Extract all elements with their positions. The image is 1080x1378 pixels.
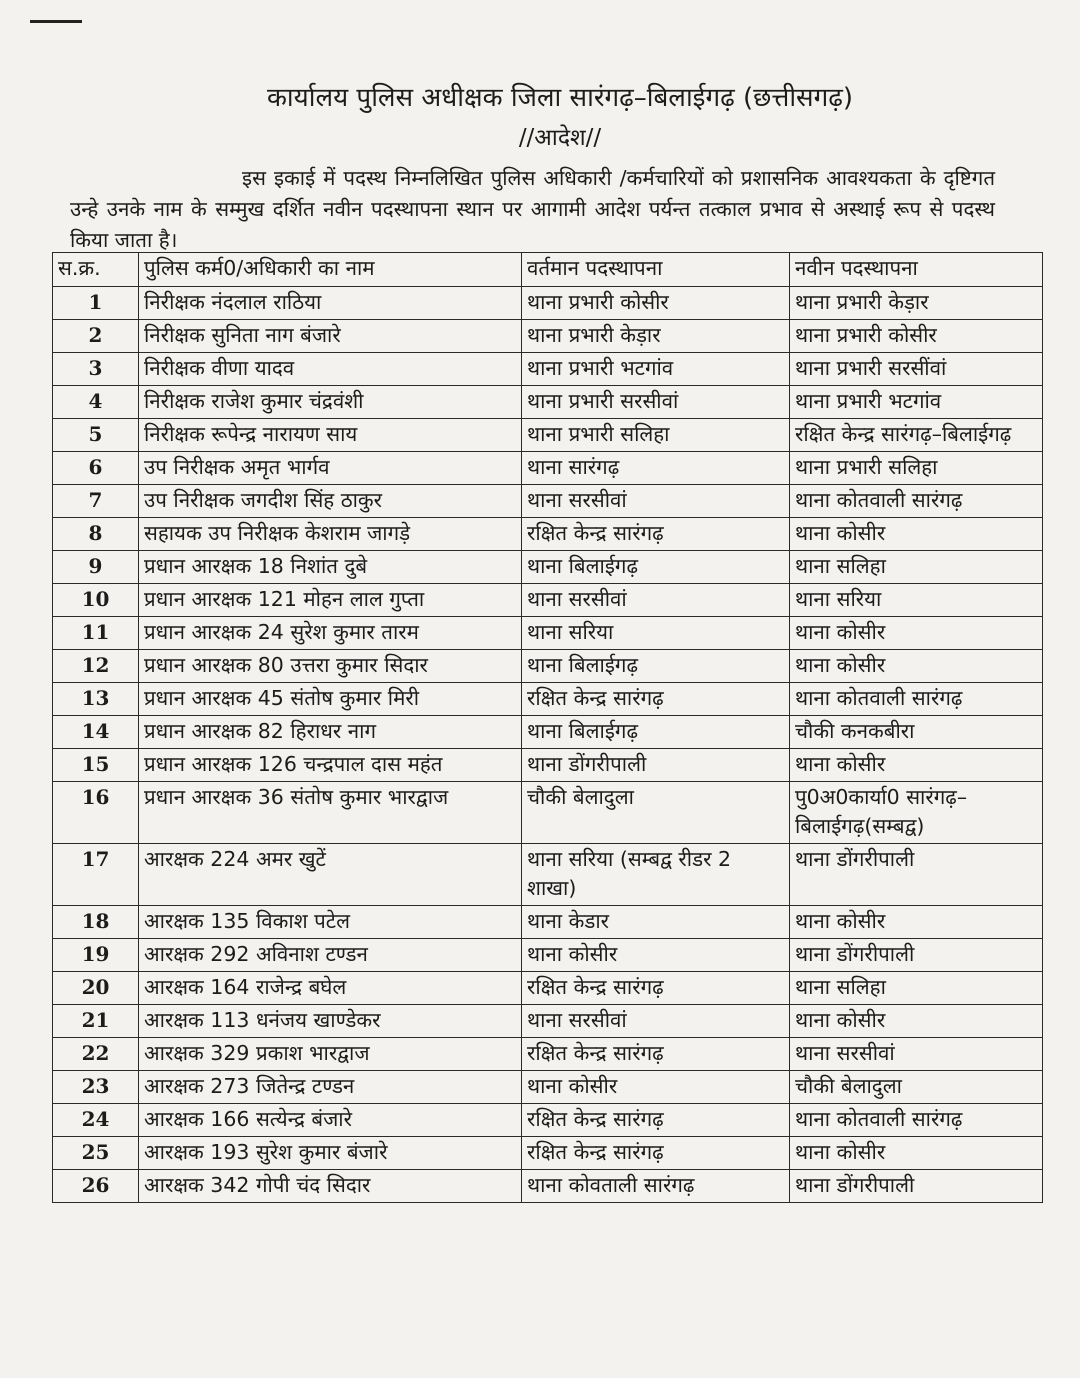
table-row [53, 844, 1043, 906]
serial-cell: 26 [53, 1170, 139, 1203]
current-cell: थाना बिलाईगढ़ [522, 650, 790, 683]
table-row [53, 749, 1043, 782]
current-cell: थाना सरसीवां [522, 485, 790, 518]
current-cell: थाना सारंगढ़ [522, 452, 790, 485]
current-cell: थाना सरिया (सम्बद्व रीडर 2 शाखा) [522, 844, 790, 906]
current-cell: रक्षित केन्द्र सारंगढ़ [522, 1104, 790, 1137]
current-cell: रक्षित केन्द्र सारंगढ़ [522, 972, 790, 1005]
serial-cell: 16 [53, 782, 139, 844]
name-cell: प्रधान आरक्षक 36 संतोष कुमार भारद्वाज [139, 782, 522, 844]
current-cell: चौकी बेलादुला [522, 782, 790, 844]
current-cell: थाना सरसीवां [522, 1005, 790, 1038]
new-cell: थाना सरसीवां [790, 1038, 1043, 1071]
name-cell: आरक्षक 342 गोपी चंद सिदार [139, 1170, 522, 1203]
new-cell: थाना प्रभारी सरसींवां [790, 353, 1043, 386]
current-cell: थाना प्रभारी केड़ार [522, 320, 790, 353]
table-row [53, 906, 1043, 939]
table-row [53, 939, 1043, 972]
table-row [53, 551, 1043, 584]
current-cell: रक्षित केन्द्र सारंगढ़ [522, 1137, 790, 1170]
name-cell: प्रधान आरक्षक 24 सुरेश कुमार तारम [139, 617, 522, 650]
new-cell: थाना कोसीर [790, 906, 1043, 939]
serial-cell: 14 [53, 716, 139, 749]
new-cell: थाना सलिहा [790, 551, 1043, 584]
pen-mark [30, 20, 82, 23]
new-cell: थाना प्रभारी कोसीर [790, 320, 1043, 353]
current-cell: रक्षित केन्द्र सारंगढ़ [522, 683, 790, 716]
transfer-table [52, 252, 1043, 1203]
new-cell: चौकी बेलादुला [790, 1071, 1043, 1104]
table-row [53, 650, 1043, 683]
current-cell: थाना कोसीर [522, 939, 790, 972]
table-row [53, 353, 1043, 386]
new-cell: थाना सरिया [790, 584, 1043, 617]
table-row [53, 716, 1043, 749]
table-row [53, 320, 1043, 353]
serial-cell: 6 [53, 452, 139, 485]
new-cell: चौकी कनकबीरा [790, 716, 1043, 749]
serial-cell: 20 [53, 972, 139, 1005]
current-cell: थाना प्रभारी सरसीवां [522, 386, 790, 419]
serial-cell: 18 [53, 906, 139, 939]
serial-cell: 24 [53, 1104, 139, 1137]
name-cell: आरक्षक 113 धनंजय खाण्डेकर [139, 1005, 522, 1038]
current-cell: थाना बिलाईगढ़ [522, 716, 790, 749]
serial-cell: 22 [53, 1038, 139, 1071]
name-cell: प्रधान आरक्षक 82 हिराधर नाग [139, 716, 522, 749]
current-cell: थाना केडार [522, 906, 790, 939]
order-paragraph: इस इकाई में पदस्थ निम्नलिखित पुलिस अधिकारी /कर्मचारियों को प्रशासनिक आवश्यकता के दृष्टिगत उन्हे उनके नाम के सम्मुख दर्शित नवीन पदस्थापना स्थान पर आगामी आदेश पर्यन्त तत्काल प्रभाव से अस्थाई रूप से पदस्थ किया जाता है। [70, 166, 995, 252]
new-cell: रक्षित केन्द्र सारंगढ़–बिलाईगढ़ [790, 419, 1043, 452]
current-cell: थाना कोसीर [522, 1071, 790, 1104]
table-row [53, 617, 1043, 650]
name-cell: निरीक्षक राजेश कुमार चंद्रवंशी [139, 386, 522, 419]
new-cell: थाना कोतवाली सारंगढ़ [790, 683, 1043, 716]
serial-cell: 10 [53, 584, 139, 617]
name-cell: आरक्षक 164 राजेन्द्र बघेल [139, 972, 522, 1005]
current-cell: थाना कोवताली सारंगढ़ [522, 1170, 790, 1203]
table-row [53, 419, 1043, 452]
serial-cell: 12 [53, 650, 139, 683]
current-cell: थाना डोंगरीपाली [522, 749, 790, 782]
name-cell: सहायक उप निरीक्षक केशराम जागड़े [139, 518, 522, 551]
table-row [53, 485, 1043, 518]
new-cell: थाना कोसीर [790, 1137, 1043, 1170]
serial-cell: 15 [53, 749, 139, 782]
name-cell: प्रधान आरक्षक 80 उत्तरा कुमार सिदार [139, 650, 522, 683]
table-row [53, 972, 1043, 1005]
new-cell: थाना प्रभारी भटगांव [790, 386, 1043, 419]
table-row [53, 386, 1043, 419]
new-cell: पु0अ0कार्या0 सारंगढ़–बिलाईगढ़(सम्बद्व) [790, 782, 1043, 844]
table-row [53, 1071, 1043, 1104]
current-cell: थाना प्रभारी सलिहा [522, 419, 790, 452]
current-cell: थाना बिलाईगढ़ [522, 551, 790, 584]
serial-cell: 19 [53, 939, 139, 972]
new-cell: थाना प्रभारी सलिहा [790, 452, 1043, 485]
table-row [53, 1170, 1043, 1203]
new-cell: थाना कोसीर [790, 617, 1043, 650]
serial-cell: 5 [53, 419, 139, 452]
table-row [53, 683, 1043, 716]
new-cell: थाना कोसीर [790, 650, 1043, 683]
serial-cell: 13 [53, 683, 139, 716]
name-cell: आरक्षक 193 सुरेश कुमार बंजारे [139, 1137, 522, 1170]
serial-cell: 11 [53, 617, 139, 650]
table-row [53, 782, 1043, 844]
table-row [53, 584, 1043, 617]
office-heading: कार्यालय पुलिस अधीक्षक जिला सारंगढ़–बिलाईगढ़ (छत्तीसगढ़) [266, 83, 854, 113]
name-cell: प्रधान आरक्षक 45 संतोष कुमार मिरी [139, 683, 522, 716]
table-header-row [53, 253, 1043, 287]
current-cell: थाना प्रभारी भटगांव [522, 353, 790, 386]
serial-cell: 8 [53, 518, 139, 551]
serial-cell: 21 [53, 1005, 139, 1038]
table-row [53, 1038, 1043, 1071]
current-cell: थाना सरसीवां [522, 584, 790, 617]
name-cell: निरीक्षक वीणा यादव [139, 353, 522, 386]
table-row [53, 1104, 1043, 1137]
name-cell: आरक्षक 273 जितेन्द्र टण्डन [139, 1071, 522, 1104]
name-cell: निरीक्षक नंदलाल राठिया [139, 287, 522, 320]
current-cell: थाना प्रभारी कोसीर [522, 287, 790, 320]
header-serial: स.क्र. [53, 253, 139, 287]
current-cell: रक्षित केन्द्र सारंगढ़ [522, 1038, 790, 1071]
name-cell: आरक्षक 329 प्रकाश भारद्वाज [139, 1038, 522, 1071]
name-cell: आरक्षक 135 विकाश पटेल [139, 906, 522, 939]
current-cell: रक्षित केन्द्र सारंगढ़ [522, 518, 790, 551]
serial-cell: 4 [53, 386, 139, 419]
name-cell: निरीक्षक सुनिता नाग बंजारे [139, 320, 522, 353]
serial-cell: 1 [53, 287, 139, 320]
name-cell: आरक्षक 292 अविनाश टण्डन [139, 939, 522, 972]
name-cell: आरक्षक 166 सत्येन्द्र बंजारे [139, 1104, 522, 1137]
serial-cell: 7 [53, 485, 139, 518]
new-cell: थाना कोतवाली सारंगढ़ [790, 485, 1043, 518]
serial-cell: 17 [53, 844, 139, 906]
serial-cell: 2 [53, 320, 139, 353]
serial-cell: 23 [53, 1071, 139, 1104]
name-cell: निरीक्षक रूपेन्द्र नारायण साय [139, 419, 522, 452]
name-cell: आरक्षक 224 अमर खुटें [139, 844, 522, 906]
header-name: पुलिस कर्म0/अधिकारी का नाम [139, 253, 522, 287]
table-row [53, 452, 1043, 485]
serial-cell: 25 [53, 1137, 139, 1170]
table-row [53, 287, 1043, 320]
table-row [53, 1005, 1043, 1038]
header-current-posting: वर्तमान पदस्थापना [522, 253, 790, 287]
name-cell: प्रधान आरक्षक 18 निशांत दुबे [139, 551, 522, 584]
new-cell: थाना डोंगरीपाली [790, 844, 1043, 906]
new-cell: थाना प्रभारी केड़ार [790, 287, 1043, 320]
current-cell: थाना सरिया [522, 617, 790, 650]
new-cell: थाना डोंगरीपाली [790, 1170, 1043, 1203]
name-cell: उप निरीक्षक अमृत भार्गव [139, 452, 522, 485]
table-row [53, 1137, 1043, 1170]
new-cell: थाना कोतवाली सारंगढ़ [790, 1104, 1043, 1137]
name-cell: प्रधान आरक्षक 121 मोहन लाल गुप्ता [139, 584, 522, 617]
name-cell: प्रधान आरक्षक 126 चन्द्रपाल दास महंत [139, 749, 522, 782]
new-cell: थाना कोसीर [790, 1005, 1043, 1038]
new-cell: थाना कोसीर [790, 749, 1043, 782]
header-new-posting: नवीन पदस्थापना [790, 253, 1043, 287]
new-cell: थाना डोंगरीपाली [790, 939, 1043, 972]
serial-cell: 3 [53, 353, 139, 386]
name-cell: उप निरीक्षक जगदीश सिंह ठाकुर [139, 485, 522, 518]
new-cell: थाना कोसीर [790, 518, 1043, 551]
serial-cell: 9 [53, 551, 139, 584]
order-title: //आदेश// [518, 125, 602, 151]
table-row [53, 518, 1043, 551]
new-cell: थाना सलिहा [790, 972, 1043, 1005]
